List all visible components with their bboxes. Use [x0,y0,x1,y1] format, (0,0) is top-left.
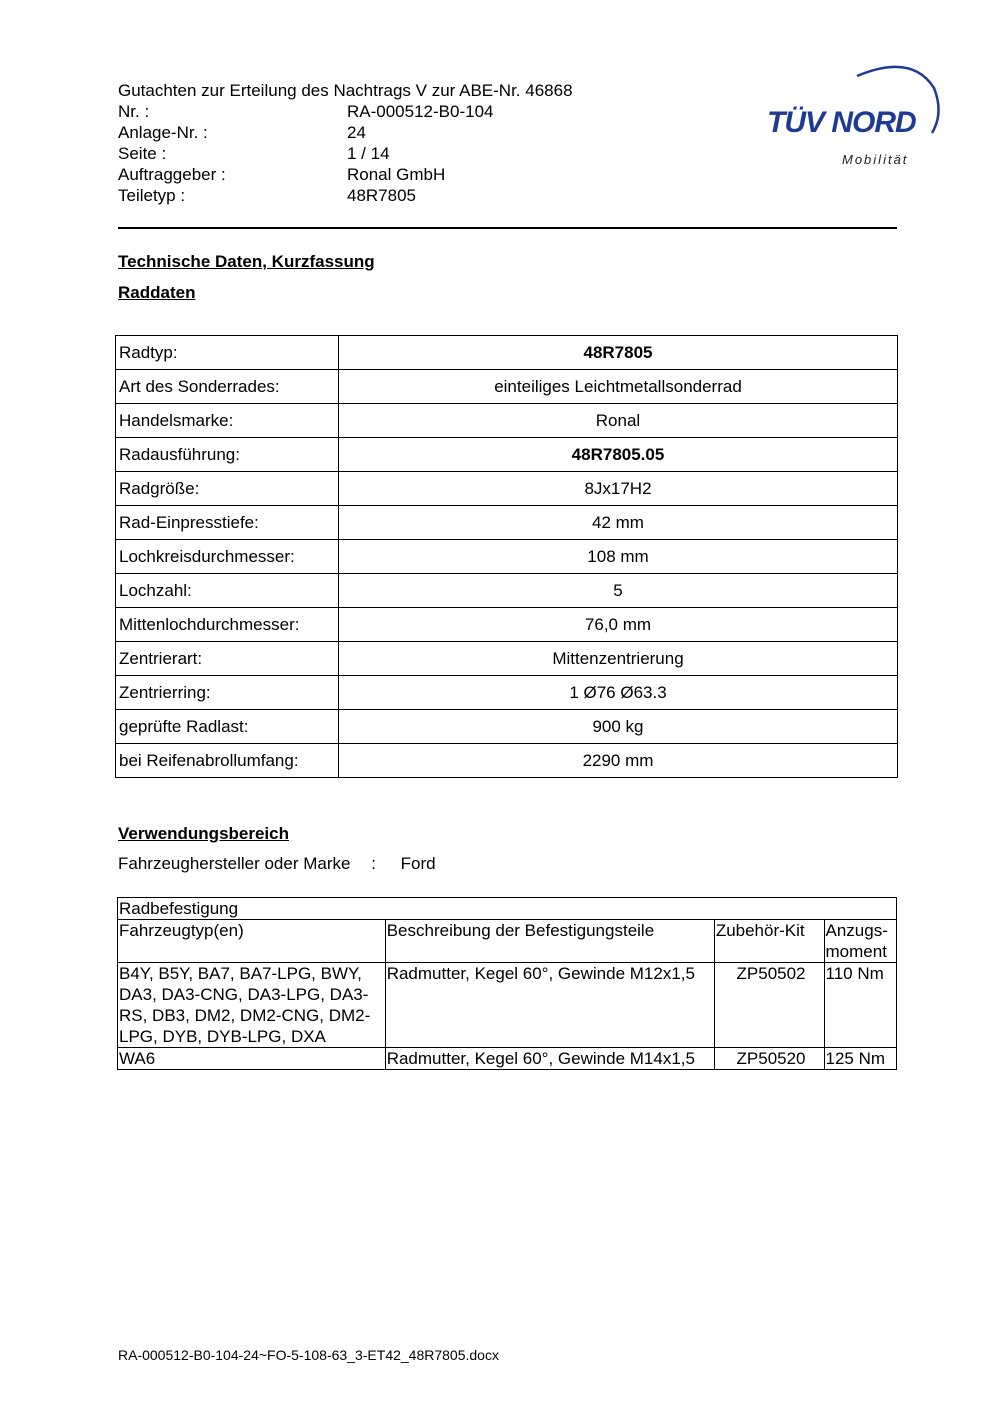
col-header-types: Fahrzeugtyp(en) [118,920,386,963]
row-value: 1 Ø76 Ø63.3 [339,676,898,710]
row-value: 76,0 mm [339,608,898,642]
header-key: Seite : [118,144,167,163]
section-technische-daten: Technische Daten, Kurzfassung [118,252,375,271]
header-row-auftraggeber [118,164,678,185]
cell-torque: 110 Nm [824,963,896,1048]
cell-types: B4Y, B5Y, BA7, BA7-LPG, BWY, DA3, DA3-CNG, DA3-LPG, DA3-RS, DB3, DM2, DM2-CNG, DM2-LPG, DYB, DYB-LPG, DXA [118,963,386,1048]
col-header-kit: Zubehör-Kit [714,920,824,963]
table-row [116,642,898,676]
logo-brand: TÜV NORD [767,106,916,139]
row-value: Mittenzentrierung [339,642,898,676]
header-key: Nr. : [118,102,150,121]
table-row [118,1048,897,1070]
row-value: 2290 mm [339,744,898,778]
header-value: 1 / 14 [347,144,390,163]
row-value: 8Jx17H2 [339,472,898,506]
row-label: Art des Sonderrades: [116,370,339,404]
row-label: Zentrierart: [116,642,339,676]
table-row [118,963,897,1048]
cell-desc: Radmutter, Kegel 60°, Gewinde M12x1,5 [385,963,714,1048]
table-row [116,540,898,574]
cell-desc: Radmutter, Kegel 60°, Gewinde M14x1,5 [385,1048,714,1070]
row-label: Zentrierring: [116,676,339,710]
logo-subtitle: Mobilität [842,152,909,167]
row-label: Radgröße: [116,472,339,506]
table-row [116,676,898,710]
table-row [116,506,898,540]
table-row [116,438,898,472]
row-label: Mittenlochdurchmesser: [116,608,339,642]
cell-types: WA6 [118,1048,386,1070]
header-value: RA-000512-B0-104 [347,102,494,121]
header-divider [118,227,897,229]
header-value: Ronal GmbH [347,165,446,184]
header-key: Teiletyp : [118,186,186,205]
row-value: Ronal [339,404,898,438]
table-row [116,472,898,506]
row-value: 48R7805.05 [339,438,898,472]
table-row [116,370,898,404]
table-row [116,744,898,778]
header-key: Auftraggeber : [118,165,226,184]
cell-torque: 125 Nm [824,1048,896,1070]
header-row-nr [118,101,678,122]
header-value: 24 [347,123,366,142]
document-title: Gutachten zur Erteilung des Nachtrags V zur ABE-Nr. 46868 [118,81,573,100]
row-value: einteiliges Leichtmetallsonderrad [339,370,898,404]
row-label: Radtyp: [116,336,339,370]
maker-label: Fahrzeughersteller oder Marke [118,854,351,873]
maker-separator: : [371,854,376,873]
row-label: geprüfte Radlast: [116,710,339,744]
header-key: Anlage-Nr. : [118,123,208,142]
section-raddaten: Raddaten [118,283,196,302]
col-header-desc: Beschreibung der Befestigungsteile [385,920,714,963]
raddaten-table [115,335,898,778]
footer-filename: RA-000512-B0-104-24~FO-5-108-63_3-ET42_48R7805.docx [118,1347,499,1363]
table-header-row [118,920,897,963]
row-label: Radausführung: [116,438,339,472]
maker-value: Ford [400,854,436,873]
row-label: Lochzahl: [116,574,339,608]
header-row-teiletyp [118,185,678,206]
header-value: 48R7805 [347,186,417,205]
header-row-seite [118,143,678,164]
radbefestigung-title: Radbefestigung [118,898,897,920]
row-label: bei Reifenabrollumfang: [116,744,339,778]
table-title-row [118,898,897,920]
row-value: 900 kg [339,710,898,744]
row-label: Lochkreisdurchmesser: [116,540,339,574]
row-value: 48R7805 [339,336,898,370]
row-label: Handelsmarke: [116,404,339,438]
tuv-nord-logo [762,58,942,173]
row-value: 5 [339,574,898,608]
document-header [118,80,678,206]
table-row [116,710,898,744]
maker-line [118,854,436,874]
table-row [116,404,898,438]
col-header-torque: Anzugs-moment [824,920,896,963]
table-row [116,336,898,370]
cell-kit: ZP50502 [714,963,824,1048]
section-verwendungsbereich: Verwendungsbereich [118,824,289,843]
radbefestigung-table [117,897,897,1070]
row-label: Rad-Einpresstiefe: [116,506,339,540]
header-row-anlage [118,122,678,143]
row-value: 42 mm [339,506,898,540]
table-row [116,608,898,642]
cell-kit: ZP50520 [714,1048,824,1070]
row-value: 108 mm [339,540,898,574]
table-row [116,574,898,608]
